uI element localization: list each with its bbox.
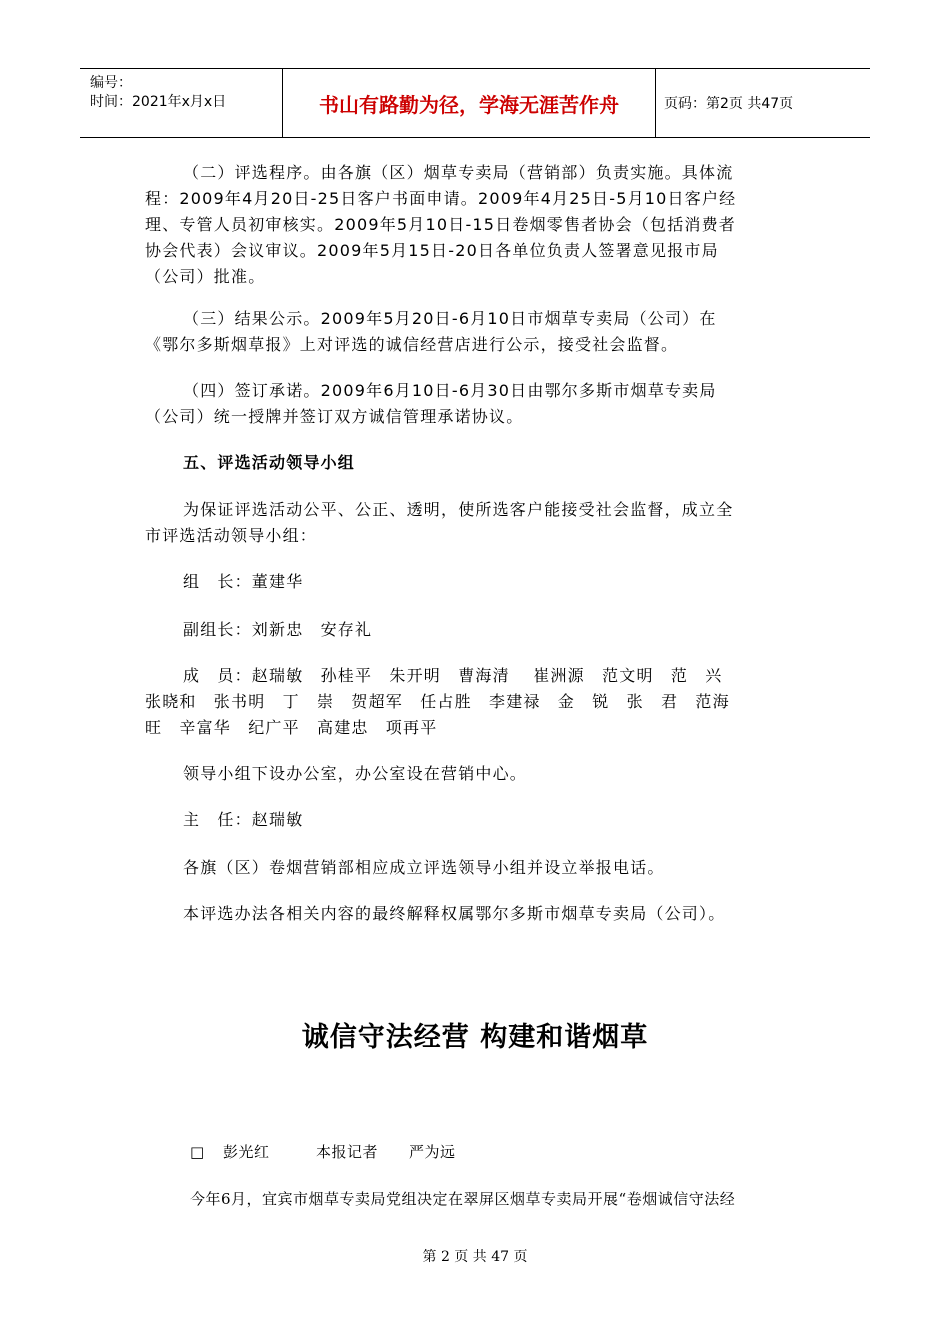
paragraph-2-line-1: （二）评选程序。由各旗（区）烟草专卖局（营销部）负责实施。具体流 xyxy=(183,163,734,182)
paragraph-2-line-5: （公司）批准。 xyxy=(145,267,266,286)
office-line: 领导小组下设办公室，办公室设在营销中心。 xyxy=(183,764,528,783)
header-motto: 书山有路勤为径，学海无涯苦作舟 xyxy=(283,69,656,137)
paragraph-2-line-2: 程：2009年4月20日-25日客户书面申请。2009年4月25日-5月10日客户经 xyxy=(145,189,737,208)
paragraph-3-line-2: 《鄂尔多斯烟草报》上对评选的诚信经营店进行公示，接受社会监督。 xyxy=(145,335,679,354)
time-label: 时间：2021年x月x日 xyxy=(90,94,227,110)
paragraph-4-line-1: （四）签订承诺。2009年6月10日-6月30日由鄂尔多斯市烟草专卖局 xyxy=(183,381,717,400)
article-first-line: 今年6月，宜宾市烟草专卖局党组决定在翠屏区烟草专卖局开展“卷烟诚信守法经 xyxy=(190,1190,736,1208)
page-number-label: 页码：第2页 共47页 xyxy=(664,96,794,112)
phone-line: 各旗（区）卷烟营销部相应成立评选领导小组并设立举报电话。 xyxy=(183,858,665,877)
director-line: 主 任：赵瑞敏 xyxy=(183,810,304,829)
final-line: 本评选办法各相关内容的最终解释权属鄂尔多斯市烟草专卖局（公司）。 xyxy=(183,904,726,923)
page-footer: 第 2 页 共 47 页 xyxy=(422,1249,528,1265)
members-line-3: 旺 辛富华 纪广平 高建忠 项再平 xyxy=(145,718,438,737)
leader-line: 组 长：董建华 xyxy=(183,572,304,591)
paragraph-3-line-1: （三）结果公示。2009年5月20日-6月10日市烟草专卖局（公司）在 xyxy=(183,309,717,328)
members-line-1: 成 员：赵瑞敏 孙桂平 朱开明 曹海清 崔洲源 范文明 范 兴 xyxy=(183,666,723,685)
number-label: 编号： xyxy=(90,75,132,91)
byline-box-icon: □ xyxy=(190,1143,205,1161)
paragraph-5-line-1: 为保证评选活动公平、公正、透明，使所选客户能接受社会监督，成立全 xyxy=(183,500,734,519)
page-header xyxy=(80,68,870,138)
vice-leader-line: 副组长：刘新忠 安存礼 xyxy=(183,620,373,639)
paragraph-5-line-2: 市评选活动领导小组： xyxy=(145,526,318,545)
paragraph-2-line-4: 协会代表）会议审议。2009年5月15日-20日各单位负责人签署意见报市局 xyxy=(145,241,719,260)
members-line-2: 张晓和 张书明 丁 崇 贺超军 任占胜 李建禄 金 锐 张 君 范海 xyxy=(145,692,730,711)
paragraph-2-line-3: 理、专管人员初审核实。2009年5月10日-15日卷烟零售者协会（包括消费者 xyxy=(145,215,736,234)
header-left-cell xyxy=(80,69,283,137)
article-title: 诚信守法经营 构建和谐烟草 xyxy=(301,1022,649,1053)
byline: 彭光红 本报记者 严为远 xyxy=(223,1143,456,1161)
section-5-heading: 五、评选活动领导小组 xyxy=(183,453,356,472)
paragraph-4-line-2: （公司）统一授牌并签订双方诚信管理承诺协议。 xyxy=(145,407,524,426)
